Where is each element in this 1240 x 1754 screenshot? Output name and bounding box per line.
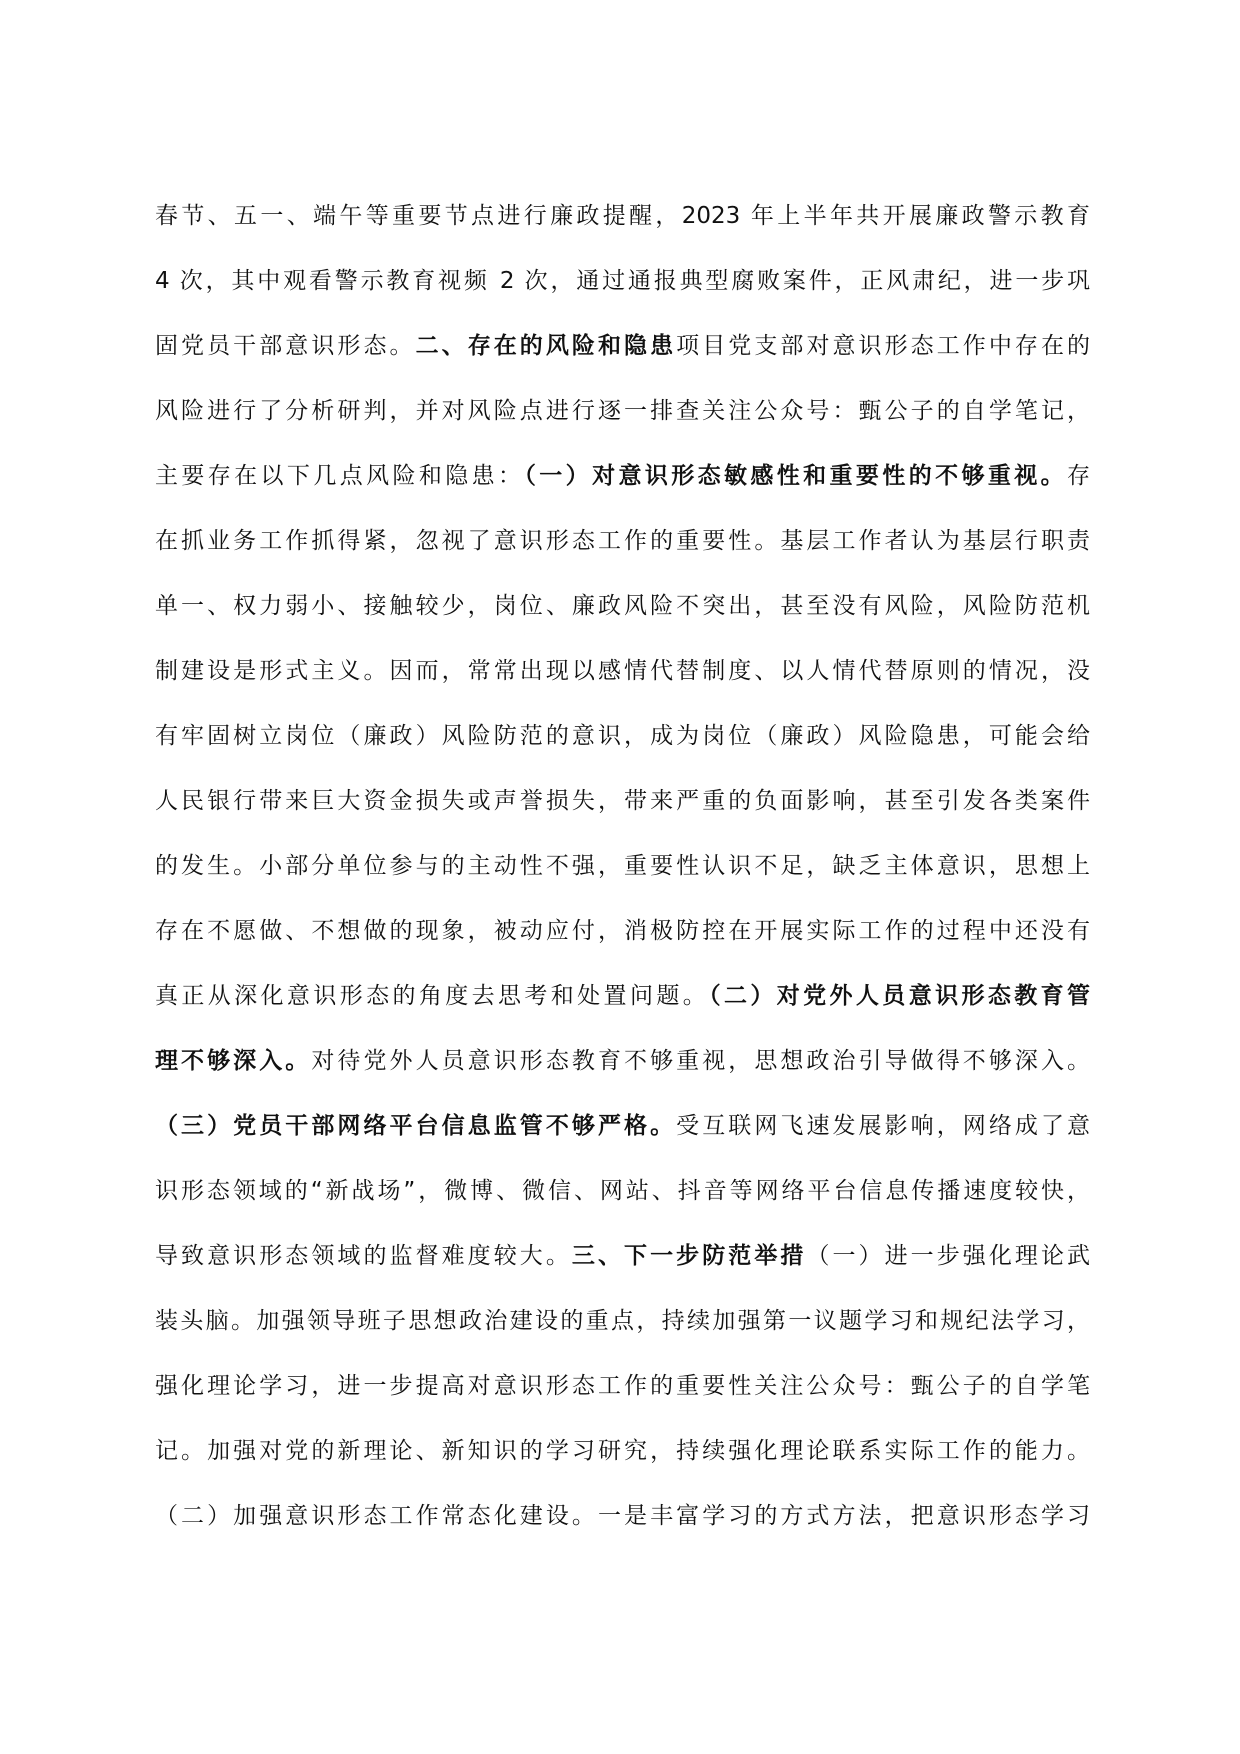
text-line [155,574,1090,639]
text-run: 单一、权力弱小、接触较少，岗位、廉政风险不突出，甚至没有风险，风险防范机 [155,593,1090,619]
text-run: 在抓业务工作抓得紧，忽视了意识形态工作的重要性。基层工作者认为基层行职责 [155,528,1090,554]
text-line [155,704,1090,769]
text-run: 的发生。小部分单位参与的主动性不强，重要性认识不足，缺乏主体意识，思想上 [155,853,1090,879]
text-run: 识形态领域的“新战场”，微博、微信、网站、抖音等网络平台信息传播速度较快， [155,1178,1090,1204]
text-run: 人民银行带来巨大资金损失或声誉损失，带来严重的负面影响，甚至引发各类案件 [155,788,1090,814]
bold-heading: 理不够深入。 [155,1048,312,1074]
text-line [155,1159,1090,1224]
bold-heading: 三、下一步防范举措 [571,1243,807,1269]
text-run: 真正从深化意识形态的角度去思考和处置问题。 [155,983,710,1009]
text-run: 导致意识形态领域的监督难度较大。 [155,1243,572,1269]
text-line [155,1419,1090,1484]
text-run: 装头脑。加强领导班子思想政治建设的重点，持续加强第一议题学习和规纪法学习， [155,1308,1090,1334]
text-line [155,964,1090,1029]
text-run: （一）进一步强化理论武 [806,1243,1091,1269]
bold-heading: 二、存在的风险和隐患 [415,333,677,359]
text-run: 主要存在以下几点风险和隐患： [155,463,525,489]
text-line [155,1224,1090,1289]
text-line [155,184,1090,249]
text-line [155,314,1090,379]
text-run: 制建设是形式主义。因而，常常出现以感情代替制度、以人情代替原则的情况，没 [155,658,1090,684]
text-line [155,249,1090,314]
text-line [155,769,1090,834]
text-line [155,509,1090,574]
text-line [155,444,1090,509]
text-run: 春节、五一、端午等重要节点进行廉政提醒，2023 年上半年共开展廉政警示教育 [155,203,1090,229]
text-run: 受互联网飞速发展影响，网络成了意 [676,1113,1091,1139]
bold-heading: （一）对意识形态敏感性和重要性的不够重视。 [524,463,1068,489]
text-run: 存 [1067,463,1091,489]
text-run: 对待党外人员意识形态教育不够重视，思想政治引导做得不够深入。 [311,1048,1091,1074]
text-run: 风险进行了分析研判，并对风险点进行逐一排查关注公众号：甄公子的自学笔记， [155,398,1090,424]
bold-heading: （二）对党外人员意识形态教育管 [709,983,1091,1009]
text-line [155,1094,1090,1159]
text-line [155,639,1090,704]
body-text [155,184,1090,1549]
text-run: 固党员干部意识形态。 [155,333,416,359]
text-run: （二）加强意识形态工作常态化建设。一是丰富学习的方式方法，把意识形态学习 [155,1503,1090,1529]
text-run: 4 次，其中观看警示教育视频 2 次，通过通报典型腐败案件，正风肃纪，进一步巩 [155,268,1090,294]
text-line [155,899,1090,964]
text-line [155,1289,1090,1354]
text-line [155,1484,1090,1549]
bold-heading: （三）党员干部网络平台信息监管不够严格。 [155,1113,677,1139]
text-run: 存在不愿做、不想做的现象，被动应付，消极防控在开展实际工作的过程中还没有 [155,918,1090,944]
text-run: 强化理论学习，进一步提高对意识形态工作的重要性关注公众号：甄公子的自学笔 [155,1373,1090,1399]
text-line [155,1029,1090,1094]
text-line [155,834,1090,899]
text-run: 有牢固树立岗位（廉政）风险防范的意识，成为岗位（廉政）风险隐患，可能会给 [155,723,1090,749]
text-run: 项目党支部对意识形态工作中存在的 [676,333,1091,359]
text-line [155,1354,1090,1419]
text-line [155,379,1090,444]
text-run: 记。加强对党的新理论、新知识的学习研究，持续强化理论联系实际工作的能力。 [155,1438,1090,1464]
